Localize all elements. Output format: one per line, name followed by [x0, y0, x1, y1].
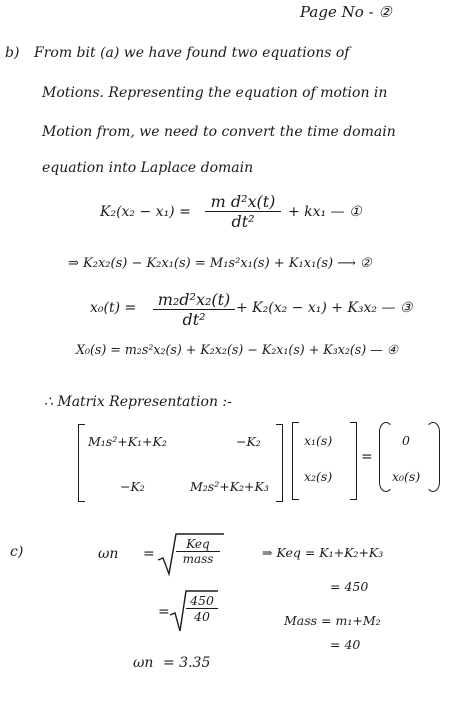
wn-numerator-1: Keq	[176, 537, 220, 552]
mass-line: Mass = m₁+M₂	[284, 613, 381, 628]
wn-fraction-2	[186, 593, 218, 624]
part-b-label: b)	[5, 45, 20, 61]
eq1-numerator: m d²x(t)	[205, 192, 281, 212]
eq3-numerator: m₂d²x₂(t)	[153, 290, 235, 310]
matrix-x-left-bracket	[292, 422, 299, 500]
matrix-r-right-paren	[426, 422, 440, 492]
wn-label: ωn	[98, 546, 119, 562]
eq3-denominator: dt²	[182, 310, 206, 329]
wn-fraction-1	[176, 537, 220, 566]
matrix-x-right-bracket	[350, 422, 357, 500]
wn-equals-2: =	[158, 604, 170, 620]
wn-equals: =	[143, 546, 155, 562]
wn-result-label: ωn	[133, 655, 154, 671]
wn-denominator-2: 40	[194, 609, 210, 624]
matrix-x2: x₂(s)	[304, 469, 333, 484]
mass-value: = 40	[330, 637, 361, 652]
keq-line: ⇒ Keq = K₁+K₂+K₃	[262, 545, 384, 560]
eq3-left: x₀(t) =	[90, 300, 137, 316]
part-b-line-4: equation into Laplace domain	[42, 160, 254, 176]
matrix-a-right-bracket	[276, 424, 283, 502]
matrix-a22: M₂s²+K₂+K₃	[190, 479, 269, 494]
eq3-right: + K₂(x₂ − x₁) + K₃x₂ — ③	[236, 300, 413, 316]
eq4: X₀(s) = m₂s²x₂(s) + K₂x₂(s) − K₂x₁(s) + K₃x₂(s) — ④	[76, 342, 399, 357]
page-number: Page No - ②	[300, 3, 392, 21]
part-b-line-2: Motions. Representing the equation of motion in	[42, 85, 388, 101]
wn-denominator-1: mass	[182, 552, 214, 566]
matrix-title: ∴ Matrix Representation :-	[44, 394, 232, 410]
part-b-line-3: Motion from, we need to convert the time domain	[42, 124, 396, 140]
matrix-a21: −K₂	[120, 479, 145, 494]
part-b-line-1: From bit (a) we have found two equations of	[34, 45, 350, 61]
eq1-right: + kx₁ — ①	[288, 204, 362, 220]
eq1-fraction	[205, 192, 281, 231]
matrix-r2: x₀(s)	[392, 469, 421, 484]
eq1-left: K₂(x₂ − x₁) =	[100, 204, 191, 220]
wn-numerator-2: 450	[186, 593, 218, 609]
matrix-x1: x₁(s)	[304, 433, 333, 448]
matrix-a12: −K₂	[236, 434, 261, 449]
matrix-r-left-paren	[379, 422, 393, 492]
eq2: ⇒ K₂x₂(s) − K₂x₁(s) = M₁s²x₁(s) + K₁x₁(s) ⟶ ②	[68, 256, 372, 271]
matrix-r1: 0	[402, 433, 410, 448]
matrix-a11: M₁s²+K₁+K₂	[88, 434, 167, 449]
keq-value: = 450	[330, 579, 369, 594]
wn-result-value: = 3.35	[163, 655, 211, 671]
eq1-denominator: dt²	[231, 212, 255, 231]
matrix-a-left-bracket	[78, 424, 85, 502]
matrix-equals: =	[361, 449, 373, 465]
eq3-fraction	[153, 290, 235, 329]
part-c-label: c)	[10, 544, 24, 560]
